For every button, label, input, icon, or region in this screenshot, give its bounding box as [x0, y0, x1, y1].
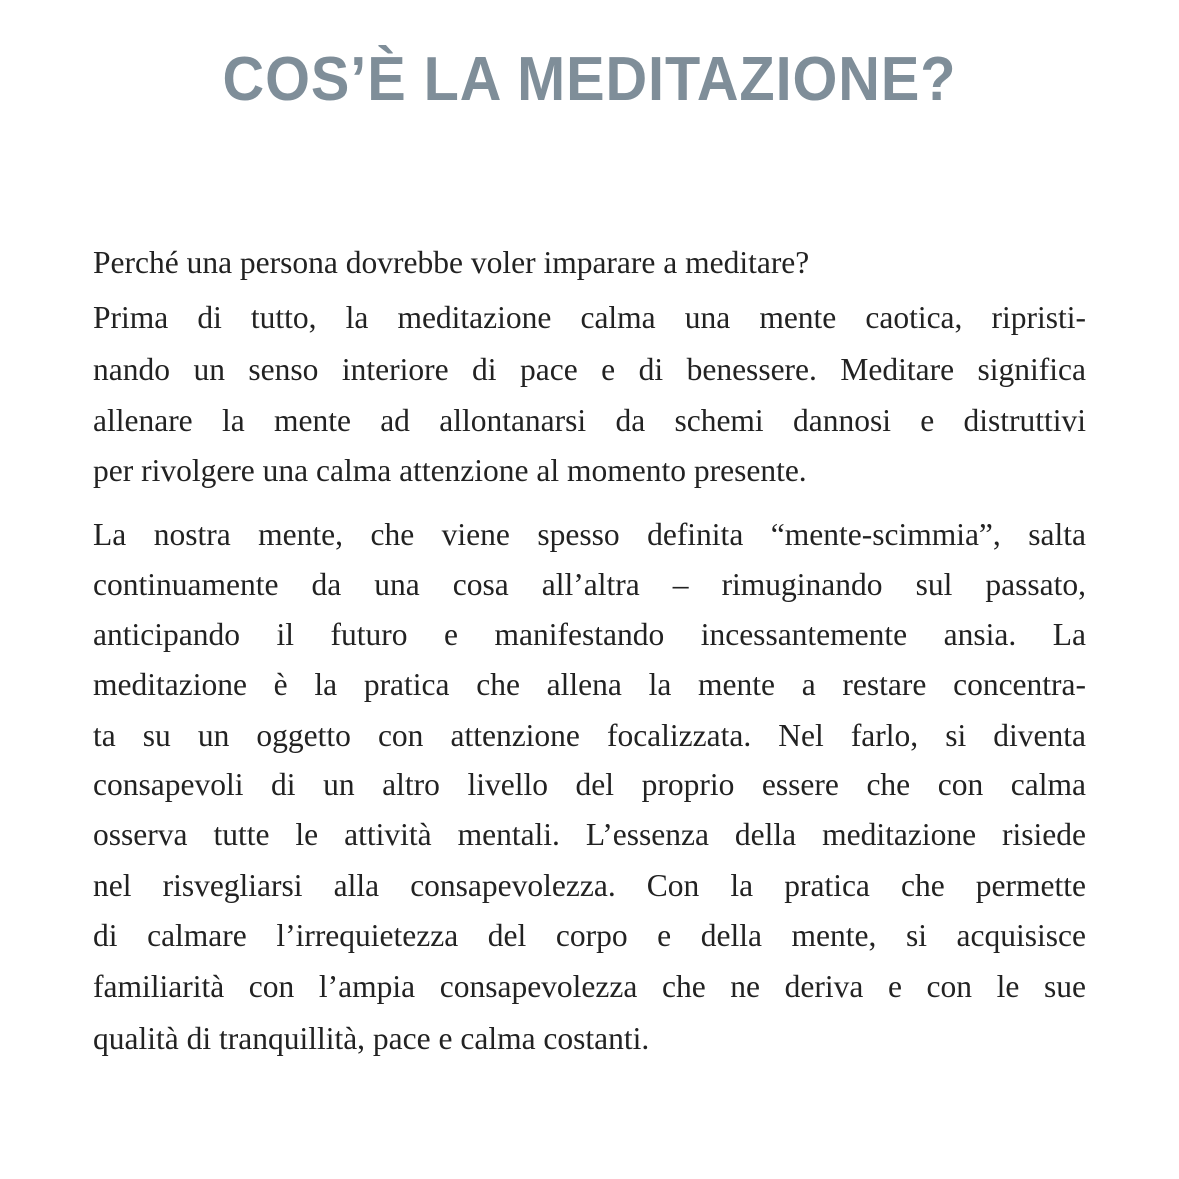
page-title: COS’È LA MEDITAZIONE?	[222, 45, 957, 114]
text-line: consapevoli di un altro livello del proprio essere che con calma	[93, 767, 1086, 802]
text-line: La nostra mente, che viene spesso definita “mente-scimmia”, salta	[93, 517, 1086, 552]
text-line: di calmare l’irrequietezza del corpo e della mente, si acquisisce	[93, 918, 1086, 953]
text-line: meditazione è la pratica che allena la mente a restare concentra-	[93, 667, 1086, 702]
text-line: ta su un oggetto con attenzione focalizzata. Nel farlo, si diventa	[93, 718, 1086, 753]
text-line: nel risvegliarsi alla consapevolezza. Con la pratica che permette	[93, 868, 1086, 903]
text-line: allenare la mente ad allontanarsi da schemi dannosi e distruttivi	[93, 403, 1086, 438]
text-line: anticipando il futuro e manifestando incessantemente ansia. La	[93, 617, 1086, 652]
text-line: nando un senso interiore di pace e di benessere. Meditare significa	[93, 352, 1086, 387]
text-line: per rivolgere una calma attenzione al momento presente.	[93, 453, 807, 488]
text-line: Perché una persona dovrebbe voler imparare a meditare?	[93, 245, 810, 280]
text-line: familiarità con l’ampia consapevolezza che ne deriva e con le sue	[93, 969, 1086, 1004]
text-line: osserva tutte le attività mentali. L’essenza della meditazione risiede	[93, 817, 1086, 852]
text-line: qualità di tranquillità, pace e calma costanti.	[93, 1021, 650, 1056]
text-line: Prima di tutto, la meditazione calma una mente caotica, ripristi-	[93, 300, 1086, 335]
text-line: continuamente da una cosa all’altra – rimuginando sul passato,	[93, 567, 1086, 602]
